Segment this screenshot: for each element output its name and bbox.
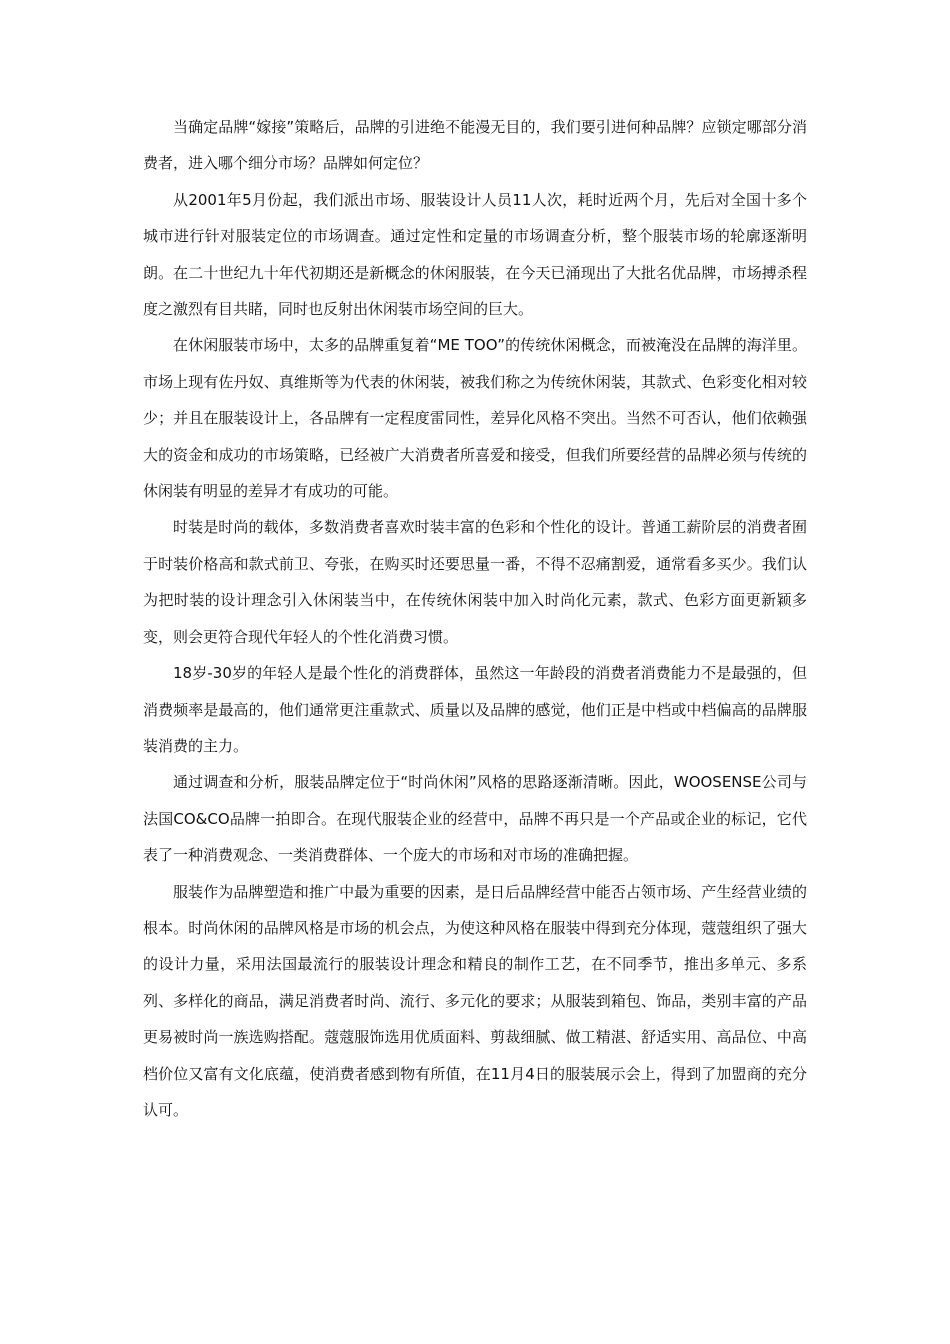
- paragraph-casual-market: 在休闲服装市场中，太多的品牌重复着“ME TOO”的传统休闲概念，而被淹没在品牌的海洋里。市场上现有佐丹奴、真维斯等为代表的休闲装，被我们称之为传统休闲装，其款式、色彩变化相对较少；并且在服装设计上，各品牌有一定程度雷同性，差异化风格不突出。当然不可否认，他们依赖强大的资金和成功的市场策略，已经被广大消费者所喜爱和接受，但我们所要经营的品牌必须与传统的休闲装有明显的差异才有成功的可能。: [143, 336, 807, 501]
- document-body: [143, 109, 807, 1128]
- paragraph-clothing-design: 服装作为品牌塑造和推广中最为重要的因素，是日后品牌经营中能否占领市场、产生经营业绩的根本。时尚休闲的品牌风格是市场的机会点，为使这种风格在服装中得到充分体现，蔻蔻组织了强大的设计力量，采用法国最流行的服装设计理念和精良的制作工艺，在不同季节，推出多单元、多系列、多样化的商品，满足消费者时尚、流行、多元化的要求；从服装到箱包、饰品，类别丰富的产品更易被时尚一族选购搭配。蔻蔻服饰选用优质面料、剪裁细腻、做工精湛、舒适实用、高品位、中高档价位又富有文化底蕴，使消费者感到物有所值，在11月4日的服装展示会上，得到了加盟商的充分认可。: [143, 882, 807, 1119]
- paragraph-young-consumers: 18岁-30岁的年轻人是最个性化的消费群体，虽然这一年龄段的消费者消费能力不是最强的，但消费频率是最高的，他们通常更注重款式、质量以及品牌的感觉，他们正是中档或中档偏高的品牌服装消费的主力。: [143, 664, 807, 755]
- paragraph-brand-positioning: 通过调查和分析，服装品牌定位于“时尚休闲”风格的思路逐渐清晰。因此，WOOSENSE公司与法国CO&CO品牌一拍即合。在现代服装企业的经营中，品牌不再只是一个产品或企业的标记，它代表了一种消费观念、一类消费群体、一个庞大的市场和对市场的准确把握。: [143, 773, 807, 865]
- paragraph-fashion-carrier: 时装是时尚的载体，多数消费者喜欢时装丰富的色彩和个性化的设计。普通工薪阶层的消费者囿于时装价格高和款式前卫、夸张，在购买时还要思量一番，不得不忍痛割爱，通常看多买少。我们认为把时装的设计理念引入休闲装当中，在传统休闲装中加入时尚化元素，款式、色彩方面更新颖多变，则会更符合现代年轻人的个性化消费习惯。: [143, 518, 807, 646]
- paragraph-market-survey: 从2001年5月份起，我们派出市场、服装设计人员11人次，耗时近两个月，先后对全国十多个城市进行针对服装定位的市场调查。通过定性和定量的市场调查分析，整个服装市场的轮廓逐渐明朗。在二十世纪九十年代初期还是新概念的休闲服装，在今天已涌现出了大批名优品牌，市场搏杀程度之激烈有目共睹，同时也反射出休闲装市场空间的巨大。: [143, 190, 807, 319]
- paragraph-brand-strategy: 当确定品牌“嫁接”策略后，品牌的引进绝不能漫无目的，我们要引进何种品牌？应锁定哪部分消费者，进入哪个细分市场？品牌如何定位？: [143, 118, 807, 173]
